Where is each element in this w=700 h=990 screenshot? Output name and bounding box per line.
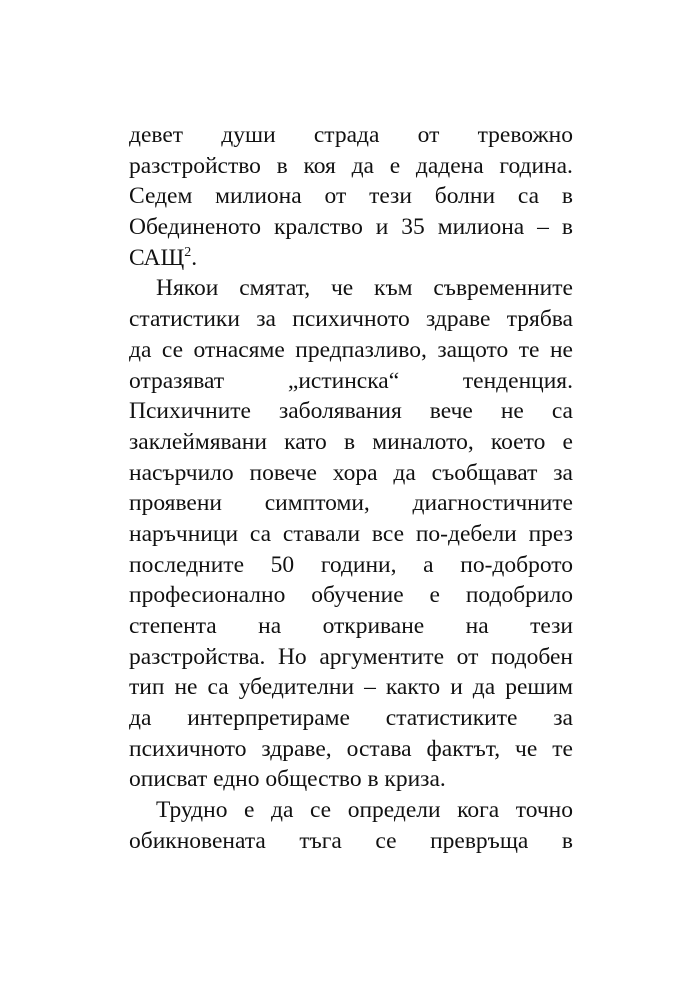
word: тип [129, 674, 165, 701]
word: да [271, 797, 294, 824]
text-line-content: описват едно общество в криза. [129, 766, 446, 793]
word: решим [505, 674, 573, 701]
word: насърчило [129, 459, 234, 486]
word: да [393, 459, 416, 486]
word: отразяват [129, 367, 225, 394]
word: за [553, 459, 573, 486]
word: Някои [156, 275, 219, 302]
text-line [129, 212, 573, 243]
word: симптоми, [264, 490, 370, 517]
word: от [324, 183, 347, 210]
word: подобрило [465, 582, 573, 609]
word: проявени [129, 490, 222, 517]
word: на [258, 613, 282, 639]
word: превръща [430, 827, 529, 854]
word: по-дебели [415, 520, 517, 547]
word: откриване [322, 613, 425, 639]
word: вече [429, 398, 473, 425]
word: смятат, [239, 275, 311, 302]
text-line [129, 764, 573, 795]
word: ставали [282, 520, 361, 547]
word: да [129, 336, 152, 363]
word: болни [434, 183, 496, 210]
punctuation: . [191, 244, 198, 271]
text-line [129, 427, 573, 458]
word: последните [129, 551, 244, 578]
text-line [129, 335, 573, 366]
text-line [129, 795, 573, 826]
word: те [518, 336, 540, 363]
word: години, [320, 551, 397, 578]
text-line [129, 151, 573, 182]
word: в [561, 183, 573, 210]
text-line [129, 243, 573, 274]
word: в [276, 152, 288, 179]
paragraph-3 [129, 795, 573, 856]
word: определи [347, 797, 441, 824]
word: подобен [490, 643, 573, 670]
word: в [561, 214, 573, 241]
word: да [129, 705, 152, 732]
word: Обединеното [129, 214, 262, 241]
word: и [450, 674, 463, 701]
word: милиона [437, 214, 525, 241]
word: като [284, 428, 327, 455]
word: психичното [129, 735, 247, 762]
word: към [374, 275, 413, 302]
text-line [129, 488, 573, 519]
word: САЩ [129, 244, 185, 271]
word: заклеймявани [129, 428, 267, 455]
text-line [129, 672, 573, 703]
word: степента [129, 613, 217, 639]
word: наръчници [129, 520, 239, 547]
word: убедителни [238, 674, 355, 701]
word: Психичните [129, 398, 251, 425]
word: Но [277, 643, 307, 670]
word: те [552, 735, 573, 762]
word: миналото, [372, 428, 474, 455]
word: се [375, 827, 397, 854]
word: са [517, 183, 540, 210]
word: Трудно [156, 797, 228, 824]
word: коя [303, 152, 336, 179]
word: обучение [311, 582, 404, 609]
word: в [561, 827, 573, 854]
word: разстройство [129, 152, 261, 179]
word: от [456, 643, 479, 670]
word: тенденция. [462, 367, 573, 394]
word: фактът, [426, 735, 501, 762]
word: кога [457, 797, 500, 824]
word: по-доброто [460, 551, 573, 578]
word: и [375, 214, 389, 241]
word: здраве, [261, 735, 332, 762]
word: на [465, 613, 489, 639]
word: диагностичните [412, 490, 573, 517]
text-line [129, 181, 573, 212]
text-line [129, 611, 573, 642]
word: е [244, 797, 255, 824]
text-line [129, 550, 573, 581]
word: 50 [270, 551, 295, 578]
paragraph-2 [129, 273, 573, 795]
word: съвременните [433, 275, 573, 302]
word: дадена [415, 152, 484, 179]
word: година. [499, 152, 573, 179]
word: заболявания [278, 398, 402, 425]
word: отнасяме [193, 336, 285, 363]
word: тревожно [477, 122, 573, 148]
word: се [309, 797, 332, 824]
word: интерпретираме [187, 705, 350, 732]
word: здраве [426, 306, 491, 333]
word: че [330, 275, 354, 302]
word: което [490, 428, 546, 455]
word: през [528, 520, 573, 547]
word: в [343, 428, 356, 455]
paragraph-1 [129, 120, 573, 273]
word: е [389, 152, 401, 179]
word: души [221, 122, 276, 148]
word: статистики [129, 306, 240, 333]
text-line [129, 826, 573, 857]
word: защото [437, 336, 509, 363]
word: обикновената [129, 827, 266, 854]
word: от [417, 122, 440, 148]
word: тези [530, 613, 573, 639]
word: да [472, 674, 496, 701]
text-line [129, 304, 573, 335]
word: са [551, 398, 573, 425]
word: съобщават [431, 459, 538, 486]
word: не [549, 336, 573, 363]
word: е [562, 428, 573, 455]
word: че [515, 735, 538, 762]
word: са [249, 520, 272, 547]
word: „истинска“ [287, 367, 400, 394]
word: – [364, 674, 376, 701]
word: са [207, 674, 229, 701]
text-line [129, 642, 573, 673]
text-line [129, 366, 573, 397]
word: тъга [299, 827, 342, 854]
word: аргументите [319, 643, 444, 670]
word: разстройства. [129, 643, 266, 670]
footnote-marker: 2 [184, 244, 192, 260]
word: предпазливо, [295, 336, 427, 363]
word: Седем [129, 183, 193, 210]
word: е [429, 582, 440, 609]
word: за [256, 306, 276, 333]
text-line [129, 396, 573, 427]
word: страда [313, 122, 380, 148]
word: кралство [273, 214, 363, 241]
word: се [161, 336, 184, 363]
word: хора [332, 459, 378, 486]
word: статистиките [385, 705, 518, 732]
word: трябва [506, 306, 573, 333]
word: остава [346, 735, 412, 762]
text-line [129, 519, 573, 550]
word: както [385, 674, 441, 701]
page-body [129, 120, 573, 857]
word: – [537, 214, 549, 241]
text-line [129, 120, 573, 151]
word: да [351, 152, 374, 179]
word: повече [249, 459, 317, 486]
word: а [423, 551, 434, 578]
word: психичното [292, 306, 410, 333]
word: не [174, 674, 198, 701]
word: професионално [129, 582, 286, 609]
word: девет [129, 122, 184, 148]
text-line [129, 734, 573, 765]
text-line [129, 703, 573, 734]
text-line [129, 273, 573, 304]
word: 35 [401, 214, 425, 241]
text-line [129, 458, 573, 489]
word: все [371, 520, 404, 547]
word: не [500, 398, 524, 425]
word: за [553, 705, 573, 732]
text-line [129, 580, 573, 611]
word: тези [369, 183, 412, 210]
word: точно [515, 797, 573, 824]
word: милиона [215, 183, 302, 210]
